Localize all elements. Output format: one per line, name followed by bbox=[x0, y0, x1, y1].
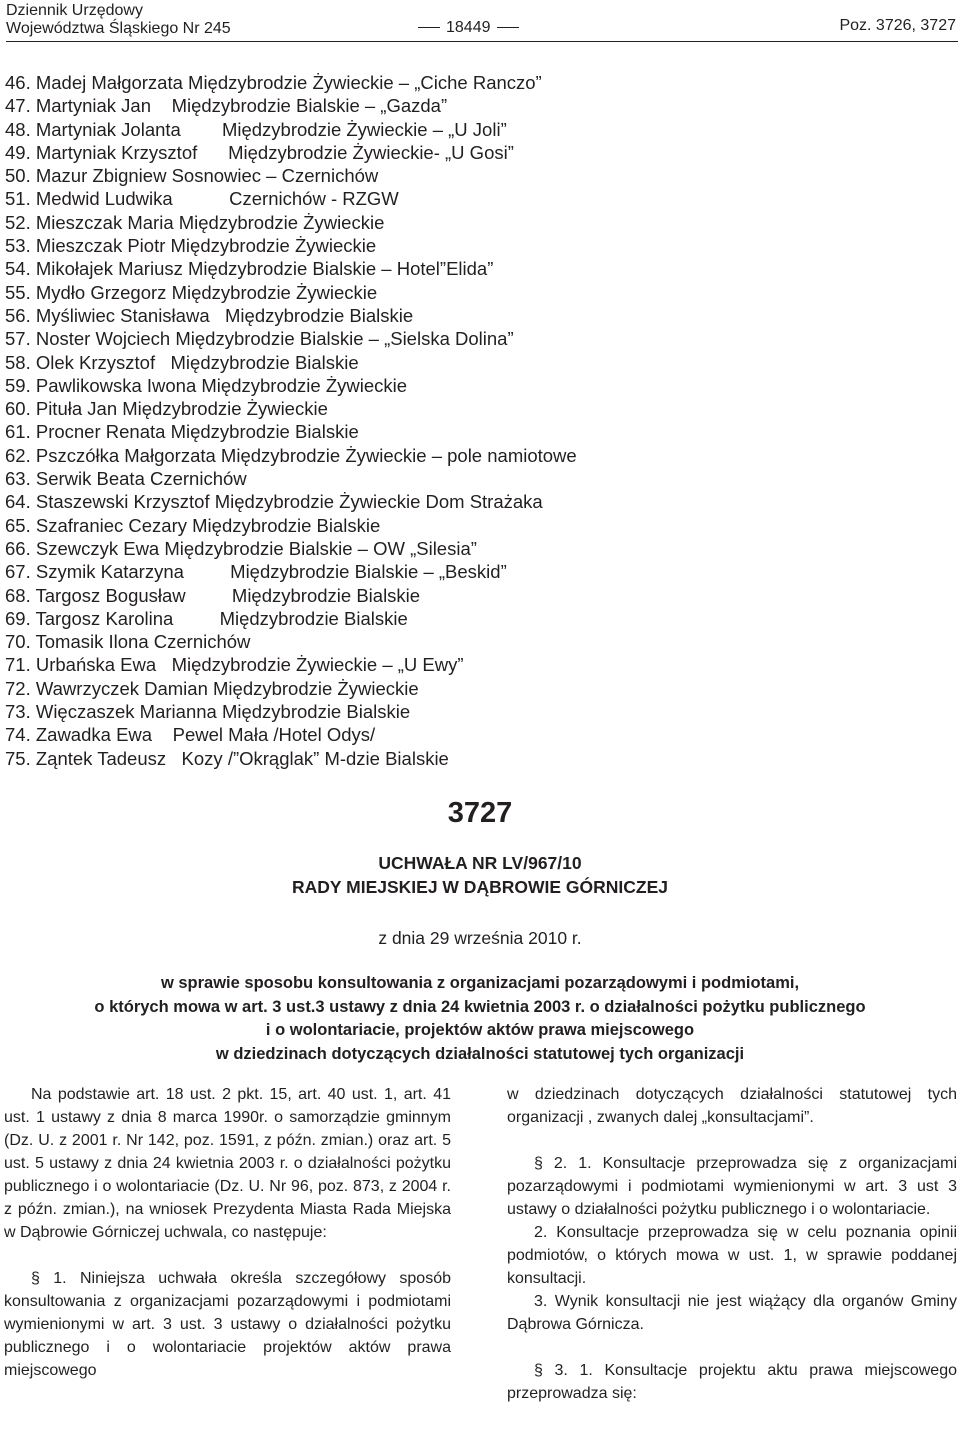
journal-line-1: Dziennik Urzędowy bbox=[6, 2, 143, 19]
subject-line: o których mowa w art. 3 ust.3 ustawy z dnia 24 kwietnia 2003 r. o działalności pożytku publicznego bbox=[94, 997, 866, 1016]
left-column bbox=[4, 1083, 451, 1382]
list-item: 71. Urbańska Ewa Międzybrodzie Żywieckie – „U Ewy” bbox=[5, 654, 464, 676]
list-item: 57. Noster Wojciech Międzybrodzie Bialskie – „Sielska Dolina” bbox=[5, 328, 514, 350]
position-reference: Poz. 3726, 3727 bbox=[839, 17, 956, 34]
subject-line: w sprawie sposobu konsultowania z organizacjami pozarządowymi i podmiotami, bbox=[160, 974, 800, 992]
list-item: 59. Pawlikowska Iwona Międzybrodzie Żywieckie bbox=[5, 374, 408, 396]
page-number: 18449 bbox=[446, 19, 491, 36]
list-item: 56. Myśliwiec Stanisława Międzybrodzie Bialskie bbox=[5, 304, 414, 326]
spacer bbox=[507, 1129, 957, 1152]
list-item: 53. Mieszczak Piotr Międzybrodzie Żywieckie bbox=[5, 235, 377, 257]
list-item: 60. Pituła Jan Międzybrodzie Żywieckie bbox=[5, 398, 328, 420]
list-item: 58. Olek Krzysztof Międzybrodzie Bialskie bbox=[5, 351, 359, 373]
list-item: 49. Martyniak Krzysztof Międzybrodzie Żywieckie- „U Gosi” bbox=[5, 141, 514, 163]
list-item: 54. Mikołajek Mariusz Międzybrodzie Bialskie – Hotel”Elida” bbox=[5, 258, 494, 280]
section-2-point-2: 2. Konsultacje przeprowadza się w celu poznania opinii podmiotów, o których mowa w ust. 1, w sprawie poddanej konsultacji. bbox=[507, 1224, 957, 1287]
spacer bbox=[4, 1244, 451, 1267]
list-item: 47. Martyniak Jan Międzybrodzie Bialskie – „Gazda” bbox=[5, 95, 448, 117]
list-item: 73. Więczaszek Marianna Międzybrodzie Bialskie bbox=[5, 701, 411, 723]
resolution-subject bbox=[0, 972, 960, 1067]
dash-right bbox=[497, 27, 519, 28]
list-item: 65. Szafraniec Cezary Międzybrodzie Bialskie bbox=[5, 514, 381, 536]
continuation-paragraph: w dziedzinach dotyczących działalności statutowej tych organizacji , zwanych dalej „konsultacjami”. bbox=[507, 1086, 957, 1126]
section-3-point-1: § 3. 1. Konsultacje projektu aktu prawa miejscowego przeprowadza się: bbox=[507, 1362, 957, 1402]
list-item: 55. Mydło Grzegorz Międzybrodzie Żywieckie bbox=[5, 281, 378, 303]
participants-list bbox=[5, 71, 577, 770]
header-rule bbox=[6, 41, 958, 42]
list-item: 48. Martyniak Jolanta Międzybrodzie Żywieckie – „U Joli” bbox=[5, 118, 507, 140]
subject-line: w dziedzinach dotyczących działalności statutowej tych organizacji bbox=[215, 1045, 745, 1064]
resolution-date: z dnia 29 września 2010 r. bbox=[378, 928, 582, 948]
list-item: 70. Tomasik Ilona Czernichów bbox=[5, 631, 251, 653]
section-1-paragraph: § 1. Niniejsza uchwała określa szczegółowy sposób konsultowania z organizacjami pozarządowymi i podmiotami wymienionymi w art. 3 ust. 3 ustawy o działalności pożytku publicznego i o wolontariacie projektów aktów prawa miejscowego bbox=[4, 1270, 451, 1379]
list-item: 51. Medwid Ludwika Czernichów - RZGW bbox=[5, 188, 399, 210]
journal-name bbox=[6, 2, 231, 38]
subject-line: i o wolontariacie, projektów aktów prawa miejscowego bbox=[265, 1021, 695, 1040]
right-column bbox=[507, 1083, 957, 1405]
list-item: 69. Targosz Karolina Międzybrodzie Bialskie bbox=[5, 607, 408, 629]
list-item: 75. Ząntek Tadeusz Kozy /”Okrąglak” M-dzie Bialskie bbox=[5, 747, 449, 769]
list-item: 66. Szewczyk Ewa Międzybrodzie Bialskie – OW „Silesia” bbox=[5, 537, 477, 559]
list-item: 68. Targosz Bogusław Międzybrodzie Bialskie bbox=[5, 584, 421, 606]
list-item: 52. Mieszczak Maria Międzybrodzie Żywieckie bbox=[5, 211, 385, 233]
list-item: 50. Mazur Zbigniew Sosnowiec – Czernichów bbox=[5, 165, 379, 187]
page-number-block bbox=[412, 19, 525, 37]
section-2-point-1: § 2. 1. Konsultacje przeprowadza się z organizacjami pozarządowymi i podmiotami wymienionymi w art. 3 ust 3 ustawy o działalności pożytku publicznego i o wolontariacie. bbox=[507, 1155, 957, 1218]
section-2-point-3: 3. Wynik konsultacji nie jest wiążący dla organów Gminy Dąbrowa Górnicza. bbox=[507, 1293, 957, 1333]
list-item: 63. Serwik Beata Czernichów bbox=[5, 468, 247, 490]
list-item: 46. Madej Małgorzata Międzybrodzie Żywieckie – „Ciche Ranczo” bbox=[5, 72, 542, 93]
dash-left bbox=[418, 27, 440, 28]
list-item: 61. Procner Renata Międzybrodzie Bialskie bbox=[5, 421, 359, 443]
resolution-title: UCHWAŁA NR LV/967/10 bbox=[378, 853, 582, 873]
act-number: 3727 bbox=[447, 797, 513, 829]
preamble-paragraph: Na podstawie art. 18 ust. 2 pkt. 15, art. 40 ust. 1, art. 41 ust. 1 ustawy z dnia 8 marca 1990r. o samorządzie gminnym (Dz. U. z 2001 r. Nr 142, poz. 1591, z późn. zmian.) oraz art. 5 ust. 5 ustawy z dnia 24 kwietnia 2003 r. o działalności pożytku publicznego i o wolontariacie (Dz. U. Nr 96, poz. 873, z 2004 r. z późn. zmian.), na wniosek Prezydenta Miasta Rada Miejska w Dąbrowie Górniczej uchwala, co następuje: bbox=[4, 1086, 451, 1241]
list-item: 62. Pszczółka Małgorzata Międzybrodzie Żywieckie – pole namiotowe bbox=[5, 444, 577, 466]
spacer bbox=[507, 1336, 957, 1359]
list-item: 67. Szymik Katarzyna Międzybrodzie Bialskie – „Beskid” bbox=[5, 561, 507, 583]
journal-line-2: Województwa Śląskiego Nr 245 bbox=[6, 20, 231, 37]
list-item: 74. Zawadka Ewa Pewel Mała /Hotel Odys/ bbox=[5, 724, 376, 746]
list-item: 64. Staszewski Krzysztof Międzybrodzie Żywieckie Dom Strażaka bbox=[5, 491, 543, 513]
list-item: 72. Wawrzyczek Damian Międzybrodzie Żywieckie bbox=[5, 677, 419, 699]
council-name: RADY MIEJSKIEJ W DĄBROWIE GÓRNICZEJ bbox=[292, 877, 668, 897]
